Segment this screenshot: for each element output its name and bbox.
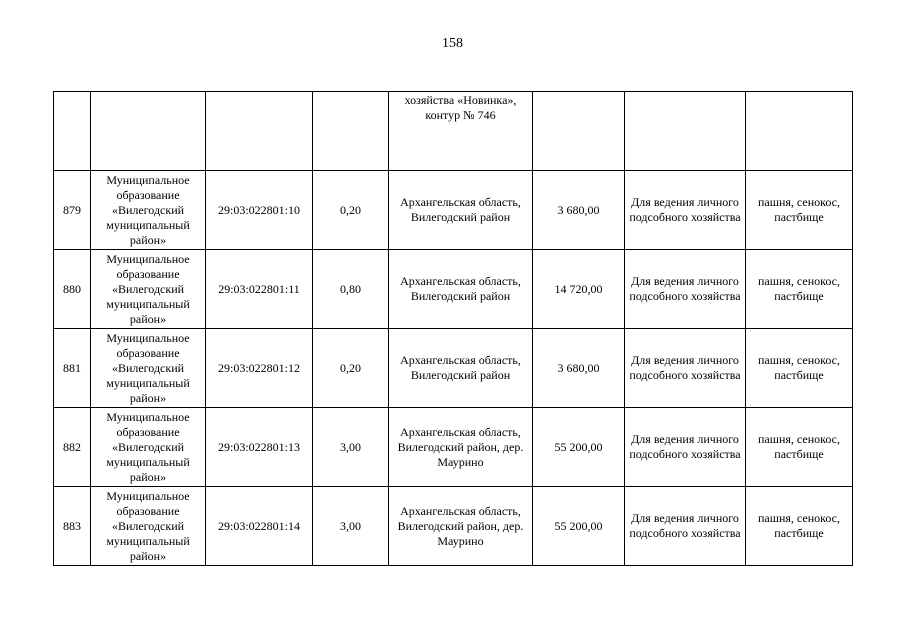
cell-address: Архангельская область, Вилегодский район [389,250,533,329]
cell-area: 3,00 [313,408,389,487]
table-row [54,250,853,329]
cell-purpose: Для ведения личного подсобного хозяйства [625,171,746,250]
cell-price: 3 680,00 [533,171,625,250]
cell-land-use: пашня, сенокос, пастбище [746,329,853,408]
table-row [54,408,853,487]
cell-owner: Муниципальное образование «Вилегодский муниципальный район» [91,171,206,250]
cell-num: 882 [54,408,91,487]
cell-cadastre [206,92,313,171]
cell-land-use: пашня, сенокос, пастбище [746,408,853,487]
cell-owner: Муниципальное образование «Вилегодский муниципальный район» [91,408,206,487]
cell-purpose: Для ведения личного подсобного хозяйства [625,408,746,487]
cell-cadastre: 29:03:022801:14 [206,487,313,566]
cell-num: 883 [54,487,91,566]
cell-purpose: Для ведения личного подсобного хозяйства [625,487,746,566]
cell-area [313,92,389,171]
cell-address: Архангельская область, Вилегодский район, дер. Маурино [389,408,533,487]
cell-price: 14 720,00 [533,250,625,329]
cell-address: Архангельская область, Вилегодский район [389,329,533,408]
cell-price: 55 200,00 [533,408,625,487]
cell-price [533,92,625,171]
cell-cadastre: 29:03:022801:12 [206,329,313,408]
cell-purpose: Для ведения личного подсобного хозяйства [625,250,746,329]
cell-num: 881 [54,329,91,408]
cell-owner: Муниципальное образование «Вилегодский муниципальный район» [91,487,206,566]
cell-purpose: Для ведения личного подсобного хозяйства [625,329,746,408]
cell-purpose [625,92,746,171]
cell-land-use: пашня, сенокос, пастбище [746,487,853,566]
cell-land-use [746,92,853,171]
land-plots-table [53,91,853,566]
cell-land-use: пашня, сенокос, пастбище [746,171,853,250]
cell-area: 0,80 [313,250,389,329]
cell-num: 879 [54,171,91,250]
table-row [54,487,853,566]
table-row-continuation [54,92,853,171]
cell-owner [91,92,206,171]
cell-owner: Муниципальное образование «Вилегодский муниципальный район» [91,250,206,329]
cell-address: хозяйства «Новинка», контур № 746 [389,92,533,171]
cell-area: 0,20 [313,329,389,408]
cell-address: Архангельская область, Вилегодский район [389,171,533,250]
cell-cadastre: 29:03:022801:11 [206,250,313,329]
table-row [54,171,853,250]
cell-price: 55 200,00 [533,487,625,566]
cell-address: Архангельская область, Вилегодский район, дер. Маурино [389,487,533,566]
page-number: 158 [442,36,463,51]
cell-num [54,92,91,171]
cell-land-use: пашня, сенокос, пастбище [746,250,853,329]
cell-cadastre: 29:03:022801:13 [206,408,313,487]
table-row [54,329,853,408]
cell-num: 880 [54,250,91,329]
cell-area: 0,20 [313,171,389,250]
cell-price: 3 680,00 [533,329,625,408]
cell-area: 3,00 [313,487,389,566]
cell-cadastre: 29:03:022801:10 [206,171,313,250]
cell-owner: Муниципальное образование «Вилегодский муниципальный район» [91,329,206,408]
